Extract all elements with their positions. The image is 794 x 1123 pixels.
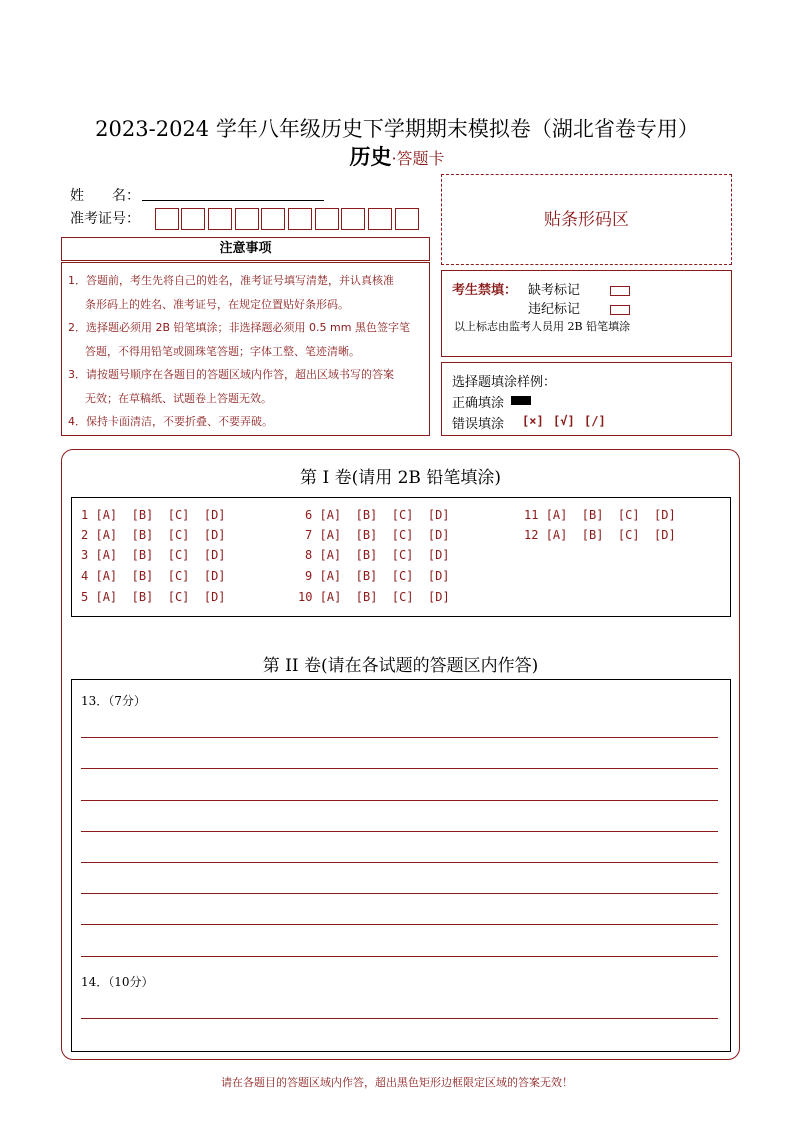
answer-line[interactable]	[81, 893, 718, 894]
question-options[interactable]: [A] [B] [C] [D]	[95, 528, 226, 542]
violation-label: 违纪标记	[528, 302, 581, 317]
barcode-label: 贴条形码区	[544, 210, 629, 230]
id-digit-box[interactable]	[315, 208, 339, 230]
question-13-label: 13．（7分）	[81, 694, 146, 708]
absent-label: 缺考标记	[528, 283, 581, 298]
question-row[interactable]	[305, 528, 450, 542]
question-options[interactable]: [A] [B] [C] [D]	[95, 590, 226, 604]
notice-item: 4．保持卡面清洁，不要折叠、不要弄破。	[68, 415, 273, 428]
answer-line[interactable]	[81, 1018, 718, 1019]
notice-item: 1．答题前，考生先将自己的姓名，准考证号填写清楚，并认真核准	[68, 274, 394, 287]
question-number: 5	[81, 590, 89, 604]
correct-fill-label: 正确填涂	[452, 396, 505, 411]
id-number-field[interactable]	[155, 208, 421, 230]
question-options[interactable]: [A] [B] [C] [D]	[319, 590, 450, 604]
question-options[interactable]: [A] [B] [C] [D]	[319, 569, 450, 583]
question-options[interactable]: [A] [B] [C] [D]	[319, 508, 450, 522]
id-digit-box[interactable]	[235, 208, 259, 230]
subject-title	[0, 141, 794, 171]
id-digit-box[interactable]	[368, 208, 392, 230]
answer-line[interactable]	[81, 737, 718, 738]
question-row[interactable]	[81, 508, 226, 522]
question-options[interactable]: [A] [B] [C] [D]	[95, 569, 226, 583]
question-options[interactable]: [A] [B] [C] [D]	[545, 508, 676, 522]
notice-header	[61, 237, 430, 261]
question-options[interactable]: [A] [B] [C] [D]	[319, 548, 450, 562]
question-number: 10	[298, 590, 313, 604]
id-digit-box[interactable]	[155, 208, 179, 230]
exam-title: 2023-2024 学年八年级历史下学期期末模拟卷（湖北省卷专用）	[95, 117, 699, 141]
wrong-fill-sample: [√]	[553, 414, 575, 428]
question-number: 8	[305, 548, 313, 562]
question-number: 6	[305, 508, 313, 522]
question-number: 12	[524, 528, 539, 542]
id-digit-box[interactable]	[181, 208, 205, 230]
wrong-fill-label: 错误填涂	[452, 417, 505, 432]
question-number: 3	[81, 548, 89, 562]
id-digit-box[interactable]	[288, 208, 312, 230]
id-digit-box[interactable]	[208, 208, 232, 230]
notice-title: 注意事项	[219, 241, 272, 256]
question-number: 1	[81, 508, 89, 522]
question-row[interactable]	[524, 508, 676, 522]
id-digit-box[interactable]	[261, 208, 285, 230]
answer-line[interactable]	[81, 831, 718, 832]
question-row[interactable]	[81, 569, 226, 583]
id-label: 准考证号：	[70, 211, 140, 227]
name-label: 姓 名：	[70, 188, 140, 204]
question-row[interactable]	[81, 528, 226, 542]
section1-title: 第 I 卷(请用 2B 铅笔填涂)	[300, 468, 501, 488]
exam-status-label: 考生禁填：	[452, 283, 518, 298]
question-options[interactable]: [A] [B] [C] [D]	[545, 528, 676, 542]
question-number: 7	[305, 528, 313, 542]
answer-line[interactable]	[81, 862, 718, 863]
answer-line[interactable]	[81, 956, 718, 957]
question-row[interactable]	[298, 590, 450, 604]
fill-example-title: 选择题填涂样例：	[452, 375, 557, 390]
barcode-area	[441, 174, 732, 265]
id-digit-box[interactable]	[395, 208, 419, 230]
question-row[interactable]	[81, 590, 226, 604]
notice-item: 条形码上的姓名、准考证号，在规定位置贴好条形码。	[85, 297, 349, 311]
notice-item: 答题，不得用铅笔或圆珠笔答题；字体工整、笔迹清晰。	[85, 344, 360, 358]
question-row[interactable]	[305, 569, 450, 583]
exam-status-box	[441, 270, 732, 357]
question-14-label: 14．（10分）	[81, 975, 154, 989]
question-row[interactable]	[305, 548, 450, 562]
question-options[interactable]: [A] [B] [C] [D]	[95, 508, 226, 522]
question-number: 4	[81, 569, 89, 583]
notice-item: 2．选择题必须用 2B 铅笔填涂；非选择题必须用 0.5 mm 黑色签字笔	[68, 321, 410, 334]
notice-item: 3．请按题号顺序在各题目的答题区域内作答，超出区域书写的答案	[68, 368, 394, 381]
wrong-fill-sample: [/]	[584, 414, 606, 428]
footer-warning: 请在各题目的答题区域内作答，超出黑色矩形边框限定区域的答案无效！	[221, 1076, 573, 1089]
question-options[interactable]: [A] [B] [C] [D]	[95, 548, 226, 562]
violation-mark-box[interactable]	[610, 299, 630, 318]
answer-line[interactable]	[81, 800, 718, 801]
question-row[interactable]	[524, 528, 676, 542]
question-row[interactable]	[81, 548, 226, 562]
choice-grid	[71, 497, 731, 617]
answer-line[interactable]	[81, 768, 718, 769]
wrong-fill-sample: [×]	[522, 414, 544, 428]
fill-example-box	[441, 362, 732, 436]
correct-fill-sample	[511, 396, 531, 405]
question-number: 11	[524, 508, 539, 522]
section2-title: 第 II 卷(请在各试题的答题区内作答)	[262, 656, 539, 676]
question-number: 9	[305, 569, 313, 583]
absent-mark-box[interactable]	[610, 280, 630, 299]
written-answer-box	[71, 679, 731, 1052]
answer-line[interactable]	[81, 924, 718, 925]
notice-item: 无效；在草稿纸、试题卷上答题无效。	[85, 391, 272, 405]
id-digit-box[interactable]	[341, 208, 365, 230]
subject-subtitle: ·答题卡	[391, 149, 445, 168]
subject-name: 历史	[349, 144, 392, 169]
name-field[interactable]	[142, 200, 324, 201]
notice-box	[61, 262, 430, 436]
question-options[interactable]: [A] [B] [C] [D]	[319, 528, 450, 542]
exam-status-note: 以上标志由监考人员用 2B 铅笔填涂	[454, 320, 631, 333]
question-row[interactable]	[305, 508, 450, 522]
question-number: 2	[81, 528, 89, 542]
